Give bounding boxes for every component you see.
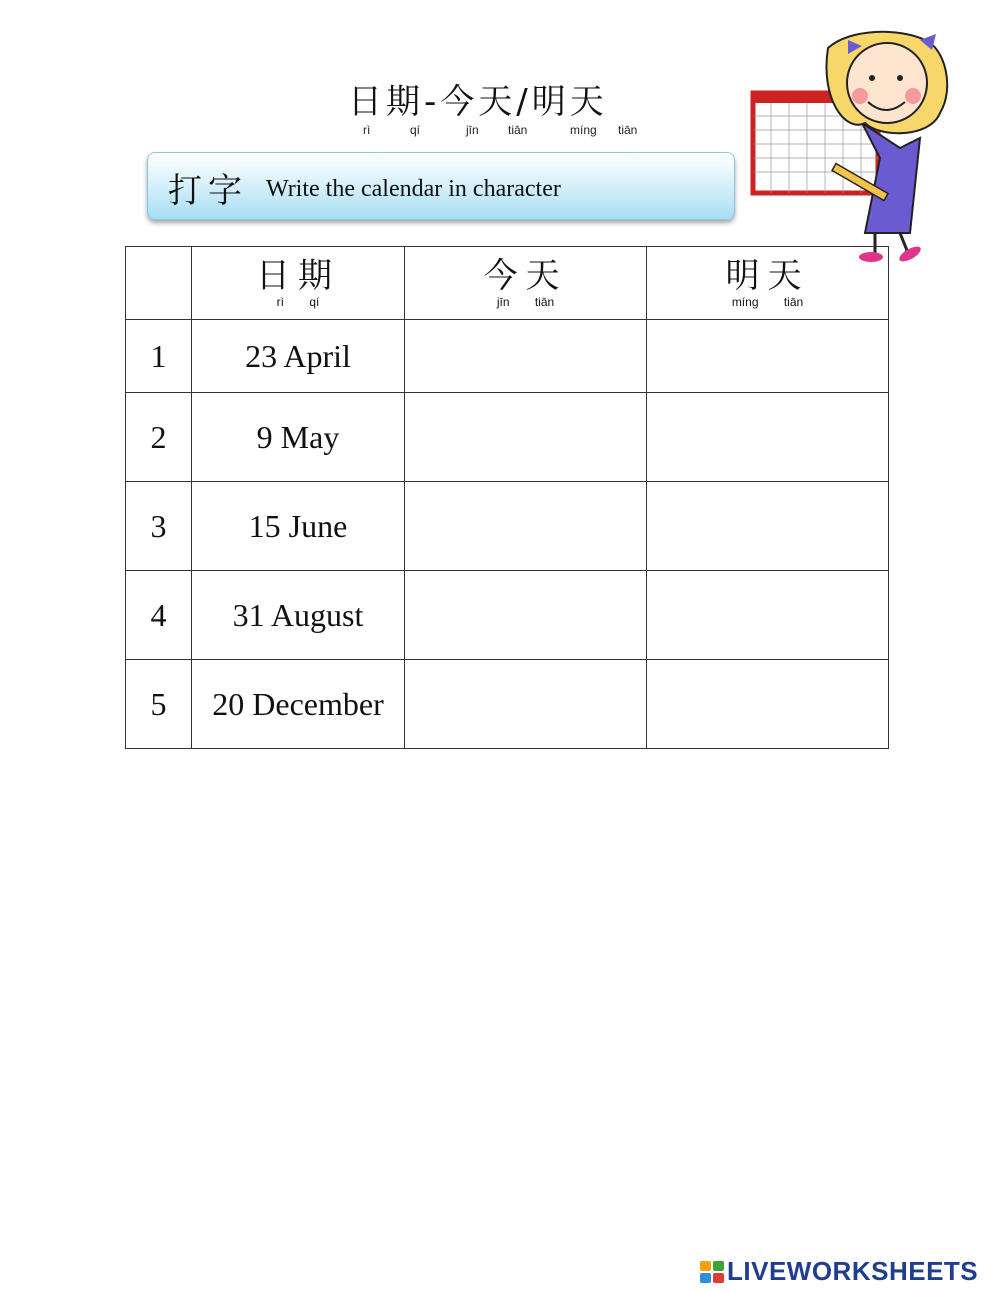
row-date: 9 May	[192, 393, 405, 482]
tomorrow-answer-cell[interactable]	[647, 393, 889, 482]
row-date: 23 April	[192, 320, 405, 393]
table-row	[126, 571, 889, 660]
row-number: 2	[126, 393, 192, 482]
worksheet-title-block	[348, 74, 658, 139]
worksheet-title: 日期-今天/明天	[348, 82, 608, 122]
girl-with-calendar-icon	[750, 28, 955, 268]
header-date-pinyin: rì qí	[276, 295, 320, 309]
title-pinyin-2: qí	[410, 123, 421, 137]
row-number: 3	[126, 482, 192, 571]
header-tomorrow-chinese: 明天	[725, 256, 810, 296]
tomorrow-answer-cell[interactable]	[647, 571, 889, 660]
today-answer-cell[interactable]	[405, 320, 647, 393]
row-number: 4	[126, 571, 192, 660]
table-row	[126, 482, 889, 571]
today-answer-cell[interactable]	[405, 393, 647, 482]
brand-text: LIVEWORKSHEETS	[727, 1256, 979, 1286]
header-tomorrow-pinyin: míng tiān	[731, 295, 804, 309]
title-pinyin-3: jīn	[466, 123, 479, 137]
today-answer-cell[interactable]	[405, 660, 647, 749]
title-pinyin-1: rì	[363, 123, 371, 137]
header-date	[192, 247, 405, 320]
row-number: 1	[126, 320, 192, 393]
table-header-row	[126, 247, 889, 320]
header-today-pinyin: jīn tiān	[496, 295, 555, 309]
title-pinyin-4: tiān	[508, 123, 528, 137]
liveworksheets-brand	[700, 1256, 978, 1287]
tomorrow-answer-cell[interactable]	[647, 482, 889, 571]
row-number: 5	[126, 660, 192, 749]
header-tomorrow	[647, 247, 889, 320]
calendar-table	[125, 246, 889, 749]
table-row	[126, 320, 889, 393]
today-answer-cell[interactable]	[405, 482, 647, 571]
tomorrow-answer-cell[interactable]	[647, 320, 889, 393]
banner-instruction: Write the calendar in character	[266, 176, 561, 202]
header-today	[405, 247, 647, 320]
header-today-chinese: 今天	[483, 256, 568, 296]
liveworksheets-logo-icon	[700, 1261, 724, 1283]
row-date: 15 June	[192, 482, 405, 571]
table-row	[126, 393, 889, 482]
title-pinyin	[348, 123, 658, 139]
row-date: 31 August	[192, 571, 405, 660]
table-row	[126, 660, 889, 749]
today-answer-cell[interactable]	[405, 571, 647, 660]
title-pinyin-6: tiān	[618, 123, 638, 137]
header-date-chinese: 日期	[256, 256, 340, 296]
row-date: 20 December	[192, 660, 405, 749]
instruction-banner	[147, 152, 735, 220]
tomorrow-answer-cell[interactable]	[647, 660, 889, 749]
banner-chinese: 打字	[168, 171, 248, 211]
title-pinyin-5: míng	[570, 123, 597, 137]
header-number	[126, 247, 192, 320]
